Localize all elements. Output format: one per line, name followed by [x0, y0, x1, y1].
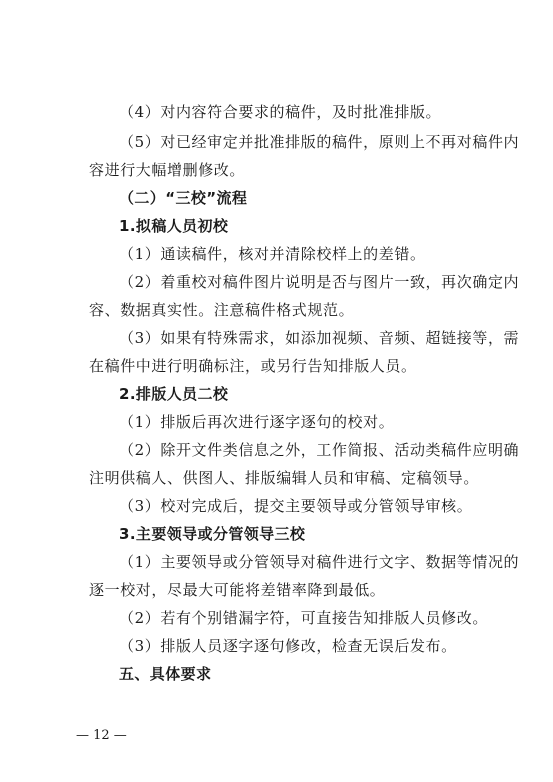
text-line-18: 逐一校对，尽最大可能将差错率降到最低。: [89, 581, 386, 599]
text-line-15: （3）校对完成后，提交主要领导或分管领导审核。: [119, 497, 473, 515]
text-line-20: （3）排版人员逐字逐句修改，检查无误后发布。: [119, 637, 457, 655]
text-line-9: （3）如果有特殊需求，如添加视频、音频、超链接等，需: [119, 329, 520, 347]
subsection-heading-2: 2.排版人员二校: [119, 385, 229, 403]
text-line-13: （2）除开文件类信息之外，工作简报、活动类稿件应明确: [119, 441, 520, 459]
text-line-6: （1）通读稿件，核对并清除校样上的差错。: [119, 245, 426, 263]
text-line-3: 容进行大幅增删修改。: [89, 161, 246, 179]
text-line-17: （1）主要领导或分管领导对稿件进行文字、数据等情况的: [119, 553, 520, 571]
text-line-14: 注明供稿人、供图人、排版编辑人员和审稿、定稿领导。: [89, 469, 480, 487]
text-line-1: （4）对内容符合要求的稿件，及时批准排版。: [119, 103, 442, 121]
text-line-19: （2）若有个别错漏字符，可直接告知排版人员修改。: [119, 609, 488, 627]
text-line-7: （2）着重校对稿件图片说明是否与图片一致，再次确定内: [119, 273, 520, 291]
text-line-8: 容、数据真实性。注意稿件格式规范。: [89, 301, 355, 319]
text-line-2: （5）对已经审定并批准排版的稿件，原则上不再对稿件内: [119, 133, 520, 151]
subsection-heading-3: 3.主要领导或分管领导三校: [119, 525, 306, 543]
text-line-12: （1）排版后再次进行逐字逐句的校对。: [119, 413, 395, 431]
text-line-10: 在稿件中进行明确标注，或另行告知排版人员。: [89, 357, 417, 375]
page-number: — 12 —: [76, 728, 127, 743]
section-heading: （二）“三校”流程: [119, 189, 248, 207]
chapter-heading: 五、具体要求: [119, 665, 212, 683]
subsection-heading-1: 1.拟稿人员初校: [119, 217, 229, 235]
